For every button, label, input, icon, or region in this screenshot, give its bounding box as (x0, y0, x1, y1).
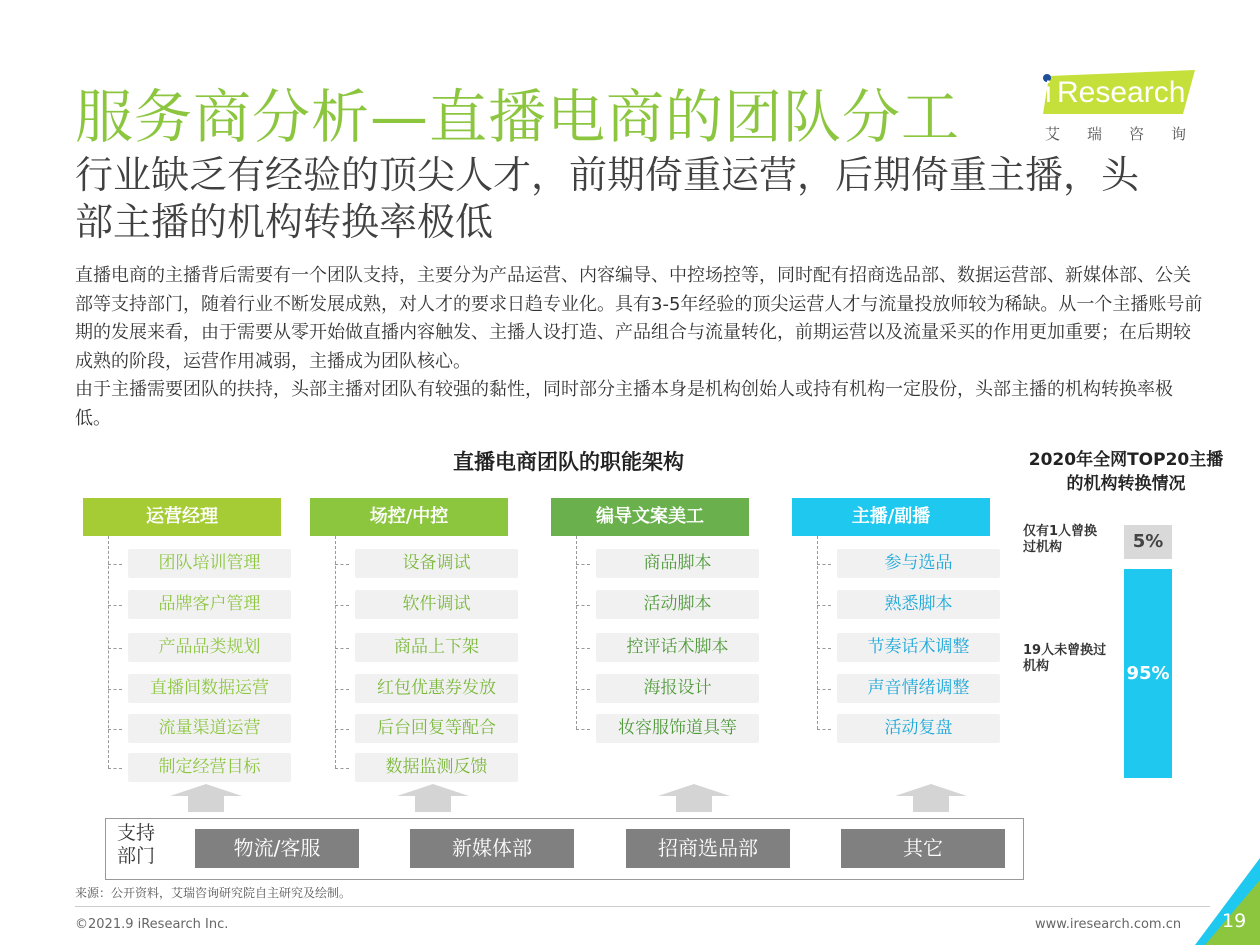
dept-new-media: 新媒体部 (410, 829, 574, 868)
dept-logistics: 物流/客服 (195, 829, 359, 868)
right-chart-title: 2020年全网TOP20主播的机构转换情况 (1028, 450, 1224, 494)
paragraph-1: 直播电商的主播背后需要有一个团队支持，主要分为产品运营、内容编导、中控场控等，同时配有招商选品部、数据运营部、新媒体部、公关部等支持部门，随着行业不断发展成熟，对人才的要求日趋专业化。具有3-5年经验的顶尖运营人才与流量投放师较为稀缺。从一个主播账号前期的发展来看，由于需要从零开始做直播内容触发、主播人设打造、产品组合与流量转化，前期运营以及流量采买的作用更加重要；在后期较成熟的阶段，运营作用减弱，主播成为团队核心。 (75, 265, 1203, 372)
connector-tick (108, 768, 122, 769)
connector-tick (335, 729, 349, 730)
column-2-item: 设备调试 (355, 549, 518, 578)
connector-tick (335, 648, 349, 649)
connector-tick (335, 689, 349, 690)
column-head-2: 场控/中控 (310, 498, 508, 536)
page-title: 服务商分析—直播电商的团队分工 (75, 83, 961, 151)
page-number: 19 (1222, 910, 1247, 932)
logo-i: i (1045, 76, 1052, 109)
iresearch-logo (1043, 70, 1195, 114)
column-3-item: 活动脚本 (596, 590, 759, 619)
column-3-item: 海报设计 (596, 674, 759, 703)
bar-value-label: 95% (1126, 662, 1170, 684)
connector-tick (335, 768, 349, 769)
column-4-item: 熟悉脚本 (837, 590, 1000, 619)
column-1-item: 品牌客户管理 (128, 590, 291, 619)
dept-other: 其它 (841, 829, 1005, 868)
connector-tick (817, 729, 831, 730)
bar-category-label: 19人未曾换过机构 (1023, 643, 1107, 674)
footer-divider (75, 906, 1210, 907)
column-1-item: 产品品类规划 (128, 633, 291, 662)
connector-tick (576, 729, 590, 730)
column-4-item: 参与选品 (837, 549, 1000, 578)
copyright: ©2021.9 iResearch Inc. (75, 917, 229, 932)
paragraph-2: 由于主播需要团队的扶持，头部主播对团队有较强的黏性，同时部分主播本身是机构创始人或持有机构一定股份，头部主播的机构转换率极低。 (75, 379, 1173, 429)
up-arrow-icon (895, 784, 967, 812)
connector-tick (817, 648, 831, 649)
column-1-item: 团队培训管理 (128, 549, 291, 578)
connector-tick (108, 605, 122, 606)
dept-merchandising: 招商选品部 (626, 829, 790, 868)
column-head-1: 运营经理 (83, 498, 281, 536)
bar-category-label: 仅有1人曾换过机构 (1023, 524, 1098, 555)
support-label: 支持部门 (117, 822, 156, 867)
column-2-item: 红包优惠券发放 (355, 674, 518, 703)
up-arrow-icon (658, 784, 730, 812)
column-4-item: 节奏话术调整 (837, 633, 1000, 662)
connector-tick (108, 564, 122, 565)
column-3-item: 妆容服饰道具等 (596, 714, 759, 743)
column-1-item: 流量渠道运营 (128, 714, 291, 743)
connector-tick (108, 648, 122, 649)
connector-tick (576, 648, 590, 649)
column-1-item: 制定经营目标 (128, 753, 291, 782)
logo-text: Research (1057, 76, 1186, 109)
logo-chinese: 艾瑞咨询 (1045, 125, 1214, 143)
column-4-item: 活动复盘 (837, 714, 1000, 743)
connector-tick (108, 729, 122, 730)
body-text (75, 262, 1205, 433)
page-subtitle: 行业缺乏有经验的顶尖人才，前期倚重运营，后期倚重主播，头部主播的机构转换率极低 (75, 153, 1140, 244)
connector-tick (576, 689, 590, 690)
column-head-3: 编导文案美工 (551, 498, 749, 536)
org-chart-title: 直播电商团队的职能架构 (453, 450, 684, 474)
connector-tick (817, 605, 831, 606)
column-3-item: 商品脚本 (596, 549, 759, 578)
connector-tick (576, 605, 590, 606)
connector-tick (108, 689, 122, 690)
connector-tick (817, 689, 831, 690)
connector-tick (335, 564, 349, 565)
column-3-item: 控评话术脚本 (596, 633, 759, 662)
bar-value-label: 5% (1132, 531, 1164, 552)
column-connector (108, 536, 109, 768)
connector-tick (817, 564, 831, 565)
column-head-4: 主播/副播 (792, 498, 990, 536)
column-2-item: 后台回复等配合 (355, 714, 518, 743)
connector-tick (335, 605, 349, 606)
column-2-item: 软件调试 (355, 590, 518, 619)
column-4-item: 声音情绪调整 (837, 674, 1000, 703)
source-note: 来源：公开资料，艾瑞咨询研究院自主研究及绘制。 (75, 886, 352, 900)
column-2-item: 商品上下架 (355, 633, 518, 662)
up-arrow-icon (397, 784, 469, 812)
column-2-item: 数据监测反馈 (355, 753, 518, 782)
up-arrow-icon (170, 784, 242, 812)
column-connector (335, 536, 336, 768)
website-url: www.iresearch.com.cn (1035, 917, 1182, 932)
column-1-item: 直播间数据运营 (128, 674, 291, 703)
connector-tick (576, 564, 590, 565)
